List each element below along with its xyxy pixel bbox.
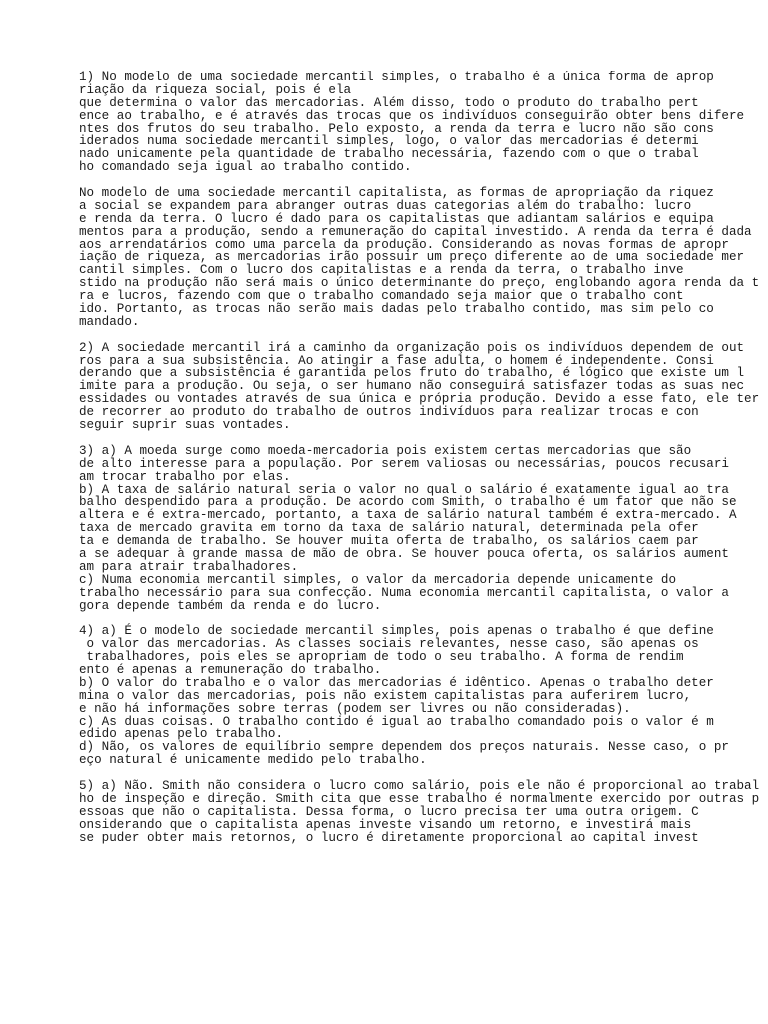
text-line: cantil simples. Com o lucro dos capitalistas e a renda da terra, o trabalho inve: [79, 263, 684, 278]
text-line: No modelo de uma sociedade mercantil capitalista, as formas de apropriação da riquez: [79, 186, 714, 201]
text-line: ento é apenas a remuneração do trabalho.: [79, 662, 382, 677]
text-line: riação da riqueza social, pois é ela: [79, 82, 352, 97]
text-line: o valor das mercadorias. As classes sociais relevantes, nesse caso, são apenas os: [79, 637, 699, 652]
text-line: aos arrendatários como uma parcela da produção. Considerando as novas formas de apropr: [79, 237, 729, 252]
text-line: [79, 329, 768, 342]
text-line: e renda da terra. O lucro é dado para os capitalistas que adiantam salários e equipa: [79, 211, 714, 226]
text-line: essoas que não o capitalista. Dessa forma, o lucro precisa ter uma outra origem. C: [79, 804, 699, 819]
text-line: de alto interesse para a população. Por serem valiosas ou necessárias, poucos recusari: [79, 456, 729, 471]
text-line: d) Não, os valores de equilíbrio sempre dependem dos preços naturais. Nesse caso, o pr: [79, 740, 729, 755]
text-line: 1) No modelo de uma sociedade mercantil simples, o trabalho é a única forma de aprop: [79, 71, 714, 84]
text-line: onsiderando que o capitalista apenas investe visando um retorno, e investirá mais: [79, 817, 692, 832]
text-line: am para atrair trabalhadores.: [79, 559, 299, 574]
text-line: stido na produção não será mais o único determinante do preço, englobando agora renda da t: [79, 276, 760, 291]
text-line: ho de inspeção e direção. Smith cita que esse trabalho é normalmente exercido por outras p: [79, 791, 760, 806]
text-line: mandado.: [79, 314, 140, 329]
text-line: ros para a sua subsistência. Ao atingir a fase adulta, o homem é independente. Consi: [79, 353, 714, 368]
text-line: taxa de mercado gravita em torno da taxa de salário natural, determinada pela ofer: [79, 521, 699, 536]
text-line: ho comandado seja igual ao trabalho contido.: [79, 160, 412, 175]
text-line: nado unicamente pela quantidade de trabalho necessária, fazendo com o que o trabal: [79, 147, 699, 162]
text-line: ence ao trabalho, e é através das trocas que os indivíduos conseguirão obter bens difere: [79, 108, 745, 123]
text-line: altera e é extra-mercado, portanto, a taxa de salário natural também é extra-mercado. A: [79, 508, 737, 523]
text-line: ra e lucros, fazendo com que o trabalho comandado seja maior que o trabalho cont: [79, 289, 684, 304]
text-line: eço natural é unicamente medido pelo trabalho.: [79, 753, 427, 768]
text-line: ntes dos frutos do seu trabalho. Pelo exposto, a renda da terra e lucro não são cons: [79, 121, 714, 136]
text-line: 2) A sociedade mercantil irá a caminho da organização pois os indivíduos dependem de out: [79, 340, 745, 355]
text-line: c) Numa economia mercantil simples, o valor da mercadoria depende unicamente do: [79, 572, 677, 587]
text-line: a se adequar à grande massa de mão de obra. Se houver pouca oferta, os salários aument: [79, 546, 729, 561]
text-line: imite para a produção. Ou seja, o ser humano não conseguirá satisfazer todas as suas nec: [79, 379, 745, 394]
text-line: b) O valor do trabalho e o valor das mercadorias é idêntico. Apenas o trabalho deter: [79, 675, 714, 690]
text-line: trabalho necessário para sua confecção. Numa economia mercantil capitalista, o valor a: [79, 585, 729, 600]
text-line: derando que a subsistência é garantida pelos fruto do trabalho, é lógico que existe um l: [79, 366, 745, 381]
text-line: a social se expandem para abranger outras duas categorias além do trabalho: lucro: [79, 198, 692, 213]
text-line: edido apenas pelo trabalho.: [79, 727, 284, 742]
text-line: de recorrer ao produto do trabalho de outros indivíduos para realizar trocas e con: [79, 405, 699, 420]
text-line: se puder obter mais retornos, o lucro é diretamente proporcional ao capital invest: [79, 830, 699, 845]
text-line: iderados numa sociedade mercantil simples, logo, o valor das mercadorias é determi: [79, 134, 699, 149]
text-line: seguir suprir suas vontades.: [79, 418, 291, 433]
text-line: balho despendido para a produção. De acordo com Smith, o trabalho é um fator que não se: [79, 495, 737, 510]
text-line: ido. Portanto, as trocas não serão mais dadas pelo trabalho contido, mas sim pelo co: [79, 302, 714, 317]
text-line: essidades ou vontades através de sua única e própria produção. Devido a esse fato, ele ter: [79, 392, 760, 407]
text-line: trabalhadores, pois eles se apropriam de todo o seu trabalho. A forma de rendim: [79, 650, 684, 665]
text-line: gora depende também da renda e do lucro.: [79, 598, 382, 613]
text-line: [79, 432, 768, 445]
text-line: mentos para a produção, sendo a remuneração do capital investido. A renda da terra é dada: [79, 224, 752, 239]
text-line: c) As duas coisas. O trabalho contido é igual ao trabalho comandado pois o valor é m: [79, 714, 714, 729]
text-line: iação de riqueza, as mercadorias irão possuir um preço diferente ao de uma sociedade mer: [79, 250, 745, 265]
text-line: b) A taxa de salário natural seria o valor no qual o salário é exatamente igual ao tra: [79, 482, 729, 497]
text-line: 4) a) É o modelo de sociedade mercantil simples, pois apenas o trabalho é que define: [79, 624, 714, 639]
text-line: 3) a) A moeda surge como moeda-mercadoria pois existem certas mercadorias que são: [79, 443, 692, 458]
text-line: mina o valor das mercadorias, pois não existem capitalistas para auferirem lucro,: [79, 688, 692, 703]
text-line: 5) a) Não. Smith não considera o lucro como salário, pois ele não é proporcional ao trabal: [79, 778, 760, 793]
text-line: e não há informações sobre terras (podem ser livres ou não consideradas).: [79, 701, 631, 716]
text-line: que determina o valor das mercadorias. Além disso, todo o produto do trabalho pert: [79, 95, 699, 110]
text-line: am trocar trabalho por elas.: [79, 469, 291, 484]
text-line: ta e demanda de trabalho. Se houver muita oferta de trabalho, os salários caem par: [79, 534, 699, 549]
document-text: [79, 71, 768, 844]
